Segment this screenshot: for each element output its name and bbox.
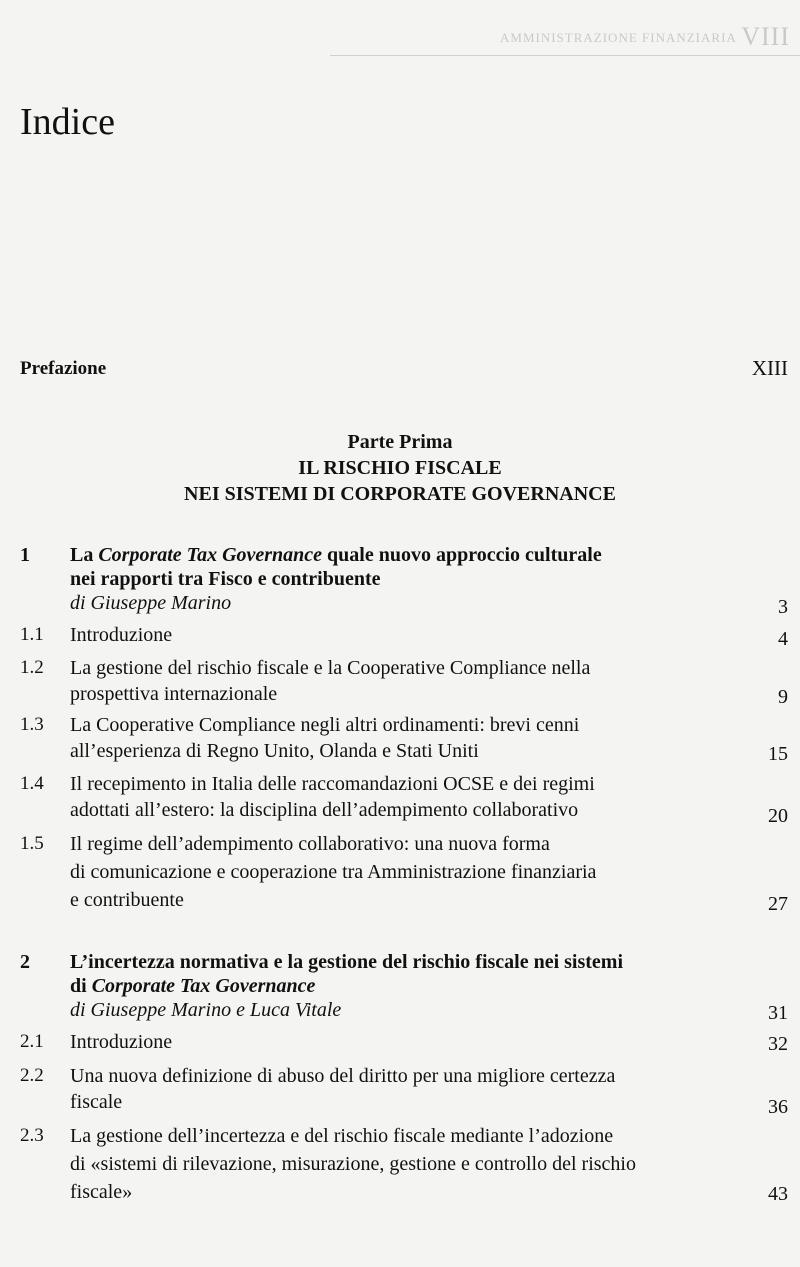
preface-label: Prefazione	[20, 358, 107, 379]
section-page: 36	[768, 1096, 788, 1118]
part-label: Parte Prima	[347, 431, 453, 453]
section-number: 1.5	[20, 833, 44, 854]
section-title: Il regime dell’adempimento collaborativo: una nuova forma	[70, 833, 550, 855]
section-title-line3: fiscale»	[70, 1181, 133, 1203]
chapter-page: 31	[768, 1002, 788, 1024]
section-number: 1.1	[20, 624, 44, 645]
page-title: Indice	[20, 101, 115, 143]
section-number: 1.4	[20, 773, 44, 794]
section-number: 1.2	[20, 657, 44, 678]
section-page: 20	[768, 805, 788, 827]
section-page: 9	[778, 686, 788, 708]
section-title-line2: fiscale	[70, 1091, 123, 1113]
part-title-line2: NEI SISTEMI DI CORPORATE GOVERNANCE	[184, 483, 616, 505]
section-title-line2: di «sistemi di rilevazione, misurazione, gestione e controllo del rischio	[70, 1153, 636, 1175]
ghost-page-number: VIII	[741, 22, 790, 51]
chapter-number: 1	[20, 544, 30, 566]
section-number: 2.3	[20, 1125, 44, 1146]
section-page: 15	[768, 743, 788, 765]
section-page: 43	[768, 1183, 788, 1205]
ghost-header-text: AMMINISTRAZIONE FINANZIARIA	[500, 30, 737, 45]
part-title-line1: IL RISCHIO FISCALE	[298, 457, 502, 479]
chapter-title-line2: di Corporate Tax Governance	[70, 975, 316, 997]
section-title: La Cooperative Compliance negli altri ordinamenti: brevi cenni	[70, 714, 580, 736]
section-number: 2.1	[20, 1031, 44, 1052]
section-title: Introduzione	[70, 624, 173, 646]
chapter-author: di Giuseppe Marino e Luca Vitale	[70, 999, 342, 1021]
chapter-author: di Giuseppe Marino	[70, 592, 232, 614]
section-number: 1.3	[20, 714, 44, 735]
section-page: 32	[768, 1033, 788, 1055]
chapter-1-entry[interactable]	[20, 543, 788, 623]
section-title: Il recepimento in Italia delle raccomandazioni OCSE e dei regimi	[70, 773, 595, 795]
chapter-title: La Corporate Tax Governance quale nuovo approccio culturale	[70, 544, 602, 566]
section-title-line2: adottati all’estero: la disciplina dell’adempimento collaborativo	[70, 799, 579, 821]
ghost-running-header	[500, 22, 790, 51]
chapter-number: 2	[20, 951, 30, 973]
section-title: Introduzione	[70, 1031, 173, 1053]
chapter-title: L’incertezza normativa e la gestione del rischio fiscale nei sistemi	[70, 951, 624, 973]
preface-page: XIII	[751, 356, 788, 380]
section-title: La gestione dell’incertezza e del rischio fiscale mediante l’adozione	[70, 1125, 614, 1147]
section-title-line2: all’esperienza di Regno Unito, Olanda e Stati Uniti	[70, 740, 479, 762]
chapter-page: 3	[778, 596, 788, 618]
section-title: La gestione del rischio fiscale e la Cooperative Compliance nella	[70, 657, 591, 679]
section-number: 2.2	[20, 1065, 44, 1086]
chapter-2-entry[interactable]	[20, 950, 788, 1030]
section-page: 27	[768, 893, 788, 915]
section-title-line2: prospettiva internazionale	[70, 683, 278, 705]
section-title-line3: e contribuente	[70, 889, 184, 911]
section-title-line2: di comunicazione e cooperazione tra Amministrazione finanziaria	[70, 861, 597, 883]
section-title: Una nuova definizione di abuso del diritto per una migliore certezza	[70, 1065, 616, 1087]
chapter-title-line2: nei rapporti tra Fisco e contribuente	[70, 568, 381, 590]
section-page: 4	[778, 628, 788, 650]
header-rule	[330, 55, 800, 56]
